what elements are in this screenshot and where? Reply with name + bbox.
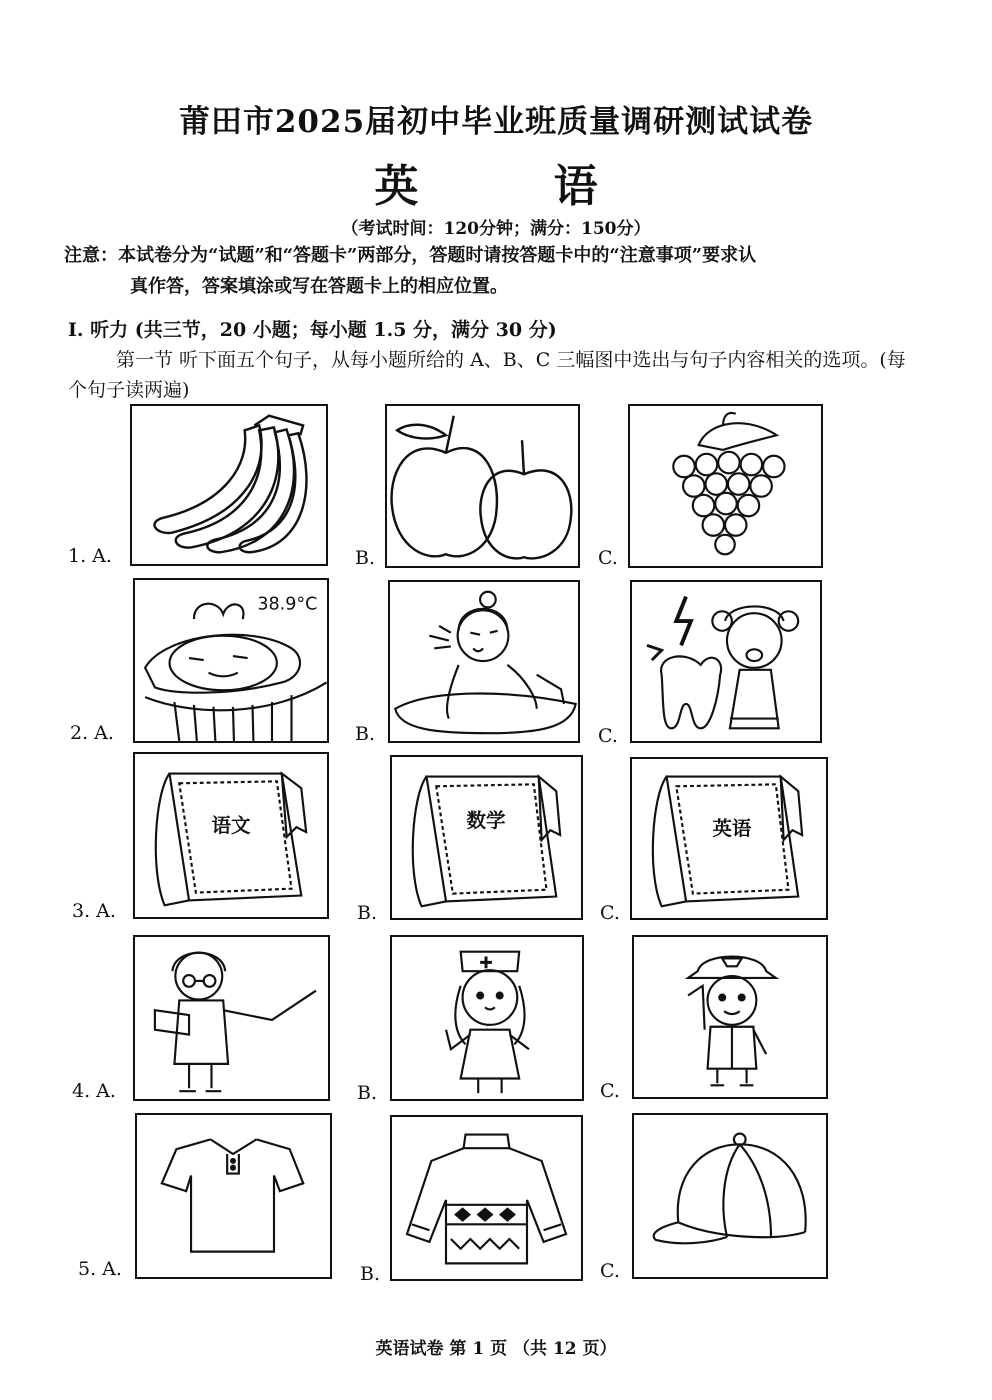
q5-option-b-sweater[interactable] [390,1115,583,1281]
english-book-icon [632,759,826,918]
q3-a-label: 3. A. [72,900,116,922]
page-footer: 英语试卷 第 1 页 （共 12 页） [375,1339,617,1359]
section-heading: I. 听力 (共三节，20 小题；每小题 1.5 分，满分 30 分) [68,319,557,341]
teacher-icon [135,937,328,1099]
exam-note [64,240,924,302]
q5-option-c-cap[interactable] [632,1113,828,1279]
q4-option-b-nurse[interactable] [390,935,584,1101]
q1-option-a-bananas[interactable] [130,404,328,566]
cap-icon [634,1115,826,1277]
cough-icon [390,582,578,741]
q5-b-label: B. [360,1263,381,1285]
q5-option-a-t-shirt[interactable] [135,1113,332,1279]
bananas-icon [132,406,326,564]
q2-option-b-cough[interactable] [388,580,580,743]
note-line-1: 本试卷分为“试题”和“答题卡”两部分，答题时请按答题卡中的“注意事项”要求认 [118,245,757,266]
fever-temperature: 38.9°C [257,594,318,615]
q2-b-label: B. [355,723,376,745]
q4-c-label: C. [600,1080,620,1102]
q4-option-a-teacher[interactable] [133,935,330,1101]
toothache-icon [632,582,820,741]
soldier-icon [634,937,826,1097]
exam-info: （考试时间：120分钟；满分：150分） [341,219,651,239]
subject-title: 英 语 [374,161,658,212]
q1-option-c-grapes[interactable] [628,404,823,568]
nurse-icon [392,937,582,1099]
t-shirt-icon [137,1115,330,1277]
q3-option-a-chinese-book[interactable] [133,752,329,919]
q1-b-label: B. [355,547,376,569]
exam-title: 莆田市2025届初中毕业班质量调研测试试卷 [178,104,814,140]
grapes-icon [630,406,821,566]
book-title-english: 英语 [712,817,752,841]
q4-b-label: B. [357,1082,378,1104]
q1-a-label: 1. A. [68,545,112,567]
q3-option-b-math-book[interactable] [390,755,583,920]
q1-c-label: C. [598,547,618,569]
chinese-book-icon [135,754,327,917]
apples-icon [387,406,578,566]
book-title-math: 数学 [466,809,506,833]
q2-c-label: C. [598,725,618,747]
q4-option-c-soldier[interactable] [632,935,828,1099]
q1-option-b-apples[interactable] [385,404,580,568]
note-line-2: 真作答，答案填涂或写在答题卡上的相应位置。 [130,276,508,297]
q5-a-label: 5. A. [78,1258,122,1280]
q5-c-label: C. [600,1260,620,1282]
book-title-chinese: 语文 [211,814,251,838]
q3-b-label: B. [357,902,378,924]
q2-a-label: 2. A. [70,722,114,744]
q2-option-c-toothache[interactable] [630,580,822,743]
fever-icon [135,580,327,741]
q2-option-a-fever[interactable] [133,578,329,743]
q3-c-label: C. [600,902,620,924]
sweater-icon [392,1117,581,1279]
q3-option-c-english-book[interactable] [630,757,828,920]
part1-instruction: 第一节 听下面五个句子，从每小题所给的 A、B、C 三幅图中选出与句子内容相关的选项。(每个句子读两遍) [68,349,906,401]
q4-a-label: 4. A. [72,1080,116,1102]
note-label: 注意： [64,245,118,266]
math-book-icon [392,757,581,918]
